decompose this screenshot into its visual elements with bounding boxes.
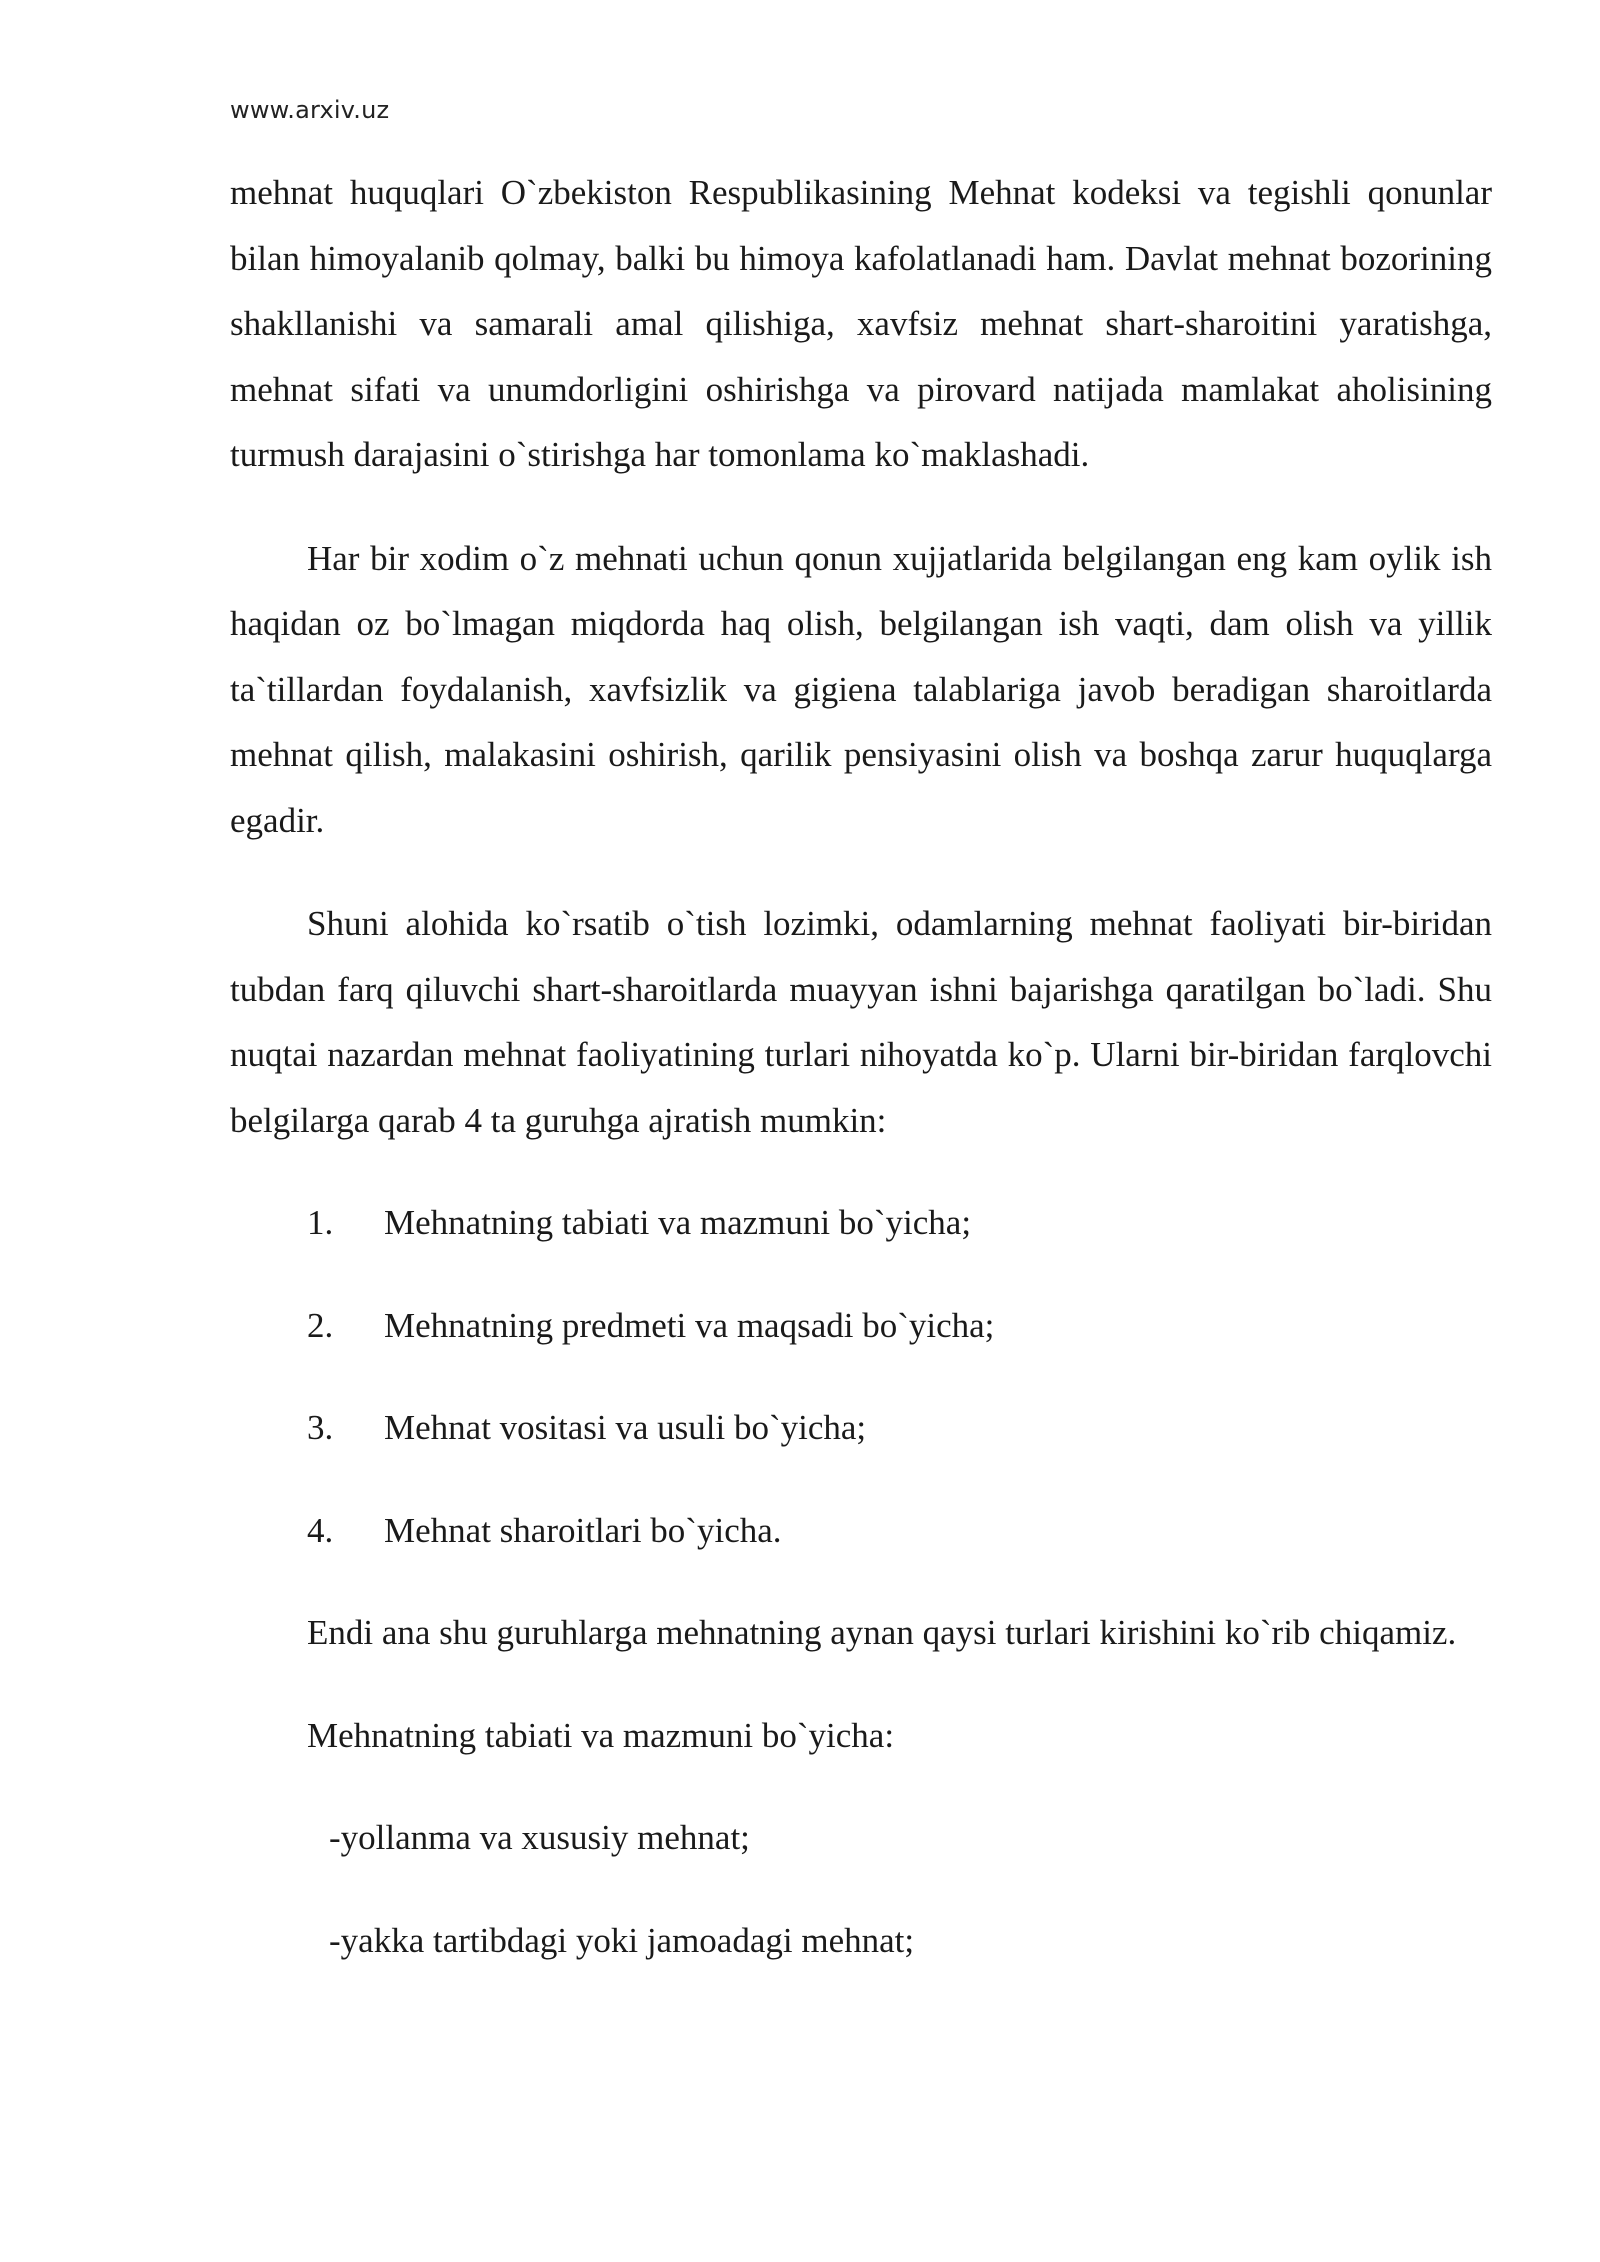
site-url-header: www.arxiv.uz: [230, 96, 390, 124]
paragraph-labor-types-intro: Shuni alohida ko`rsatib o`tish lozimki, odamlarning mehnat faoliyati bir-biridan tubdan farq qiluvchi shart-sharoitlarda muayyan ishni bajarishga qaratilgan bo`ladi. Shu nuqtai nazardan mehnat faoliyatining turlari nihoyatda ko`p. Ularni bir-biridan farqlovchi belgilarga qarab 4 ta guruhga ajratish mumkin:: [230, 904, 1492, 1140]
dash-list-item: -yollanma va xususiy mehnat;: [329, 1818, 750, 1857]
list-item-number: 2.: [307, 1305, 334, 1345]
list-item-number: 4.: [307, 1510, 334, 1550]
list-item-text: Mehnatning tabiati va mazmuni bo`yicha;: [384, 1203, 972, 1242]
document-body: [230, 160, 1492, 1973]
list-item: [230, 1293, 1492, 1359]
paragraph-worker-rights: Har bir xodim o`z mehnati uchun qonun xujjatlarida belgilangan eng kam oylik ish haqidan oz bo`lmagan miqdorda haq olish, belgilangan ish vaqti, dam olish va yillik ta`tillardan foydalanish, xavfsizlik va gigiena talablariga javob beradigan sharoitlarda mehnat qilish, malakasini oshirish, qarilik pensiyasini olish va boshqa zarur huquqlarga egadir.: [230, 538, 1492, 840]
labor-groups-list: [230, 1190, 1492, 1563]
paragraph-groups-followup: Endi ana shu guruhlarga mehnatning aynan qaysi turlari kirishini ko`rib chiqamiz.: [307, 1613, 1457, 1652]
list-item-text: Mehnatning predmeti va maqsadi bo`yicha;: [384, 1305, 995, 1345]
list-item-text: Mehnat vositasi va usuli bo`yicha;: [384, 1408, 867, 1447]
list-item: [230, 1395, 1492, 1461]
list-item-number: 3.: [307, 1408, 334, 1447]
list-item-number: 1.: [307, 1203, 334, 1242]
list-item: [230, 1190, 1492, 1256]
list-item: [230, 1498, 1492, 1564]
list-item-text: Mehnat sharoitlari bo`yicha.: [384, 1510, 782, 1550]
paragraph-rights-protection: mehnat huquqlari O`zbekiston Respublikasining Mehnat kodeksi va tegishli qonunlar bilan himoyalanib qolmay, balki bu himoya kafolatlanadi ham. Davlat mehnat bozorining shakllanishi va samarali amal qilishiga, xavfsiz mehnat shart-sharoitini yaratishga, mehnat sifati va unumdorligini oshirishga va pirovard natijada mamlakat aholisining turmush darajasini o`stirishga har tomonlama ko`maklashadi.: [230, 173, 1492, 474]
dash-list-item: -yakka tartibdagi yoki jamoadagi mehnat;: [329, 1920, 915, 1960]
section-subheading: Mehnatning tabiati va mazmuni bo`yicha:: [307, 1715, 895, 1755]
